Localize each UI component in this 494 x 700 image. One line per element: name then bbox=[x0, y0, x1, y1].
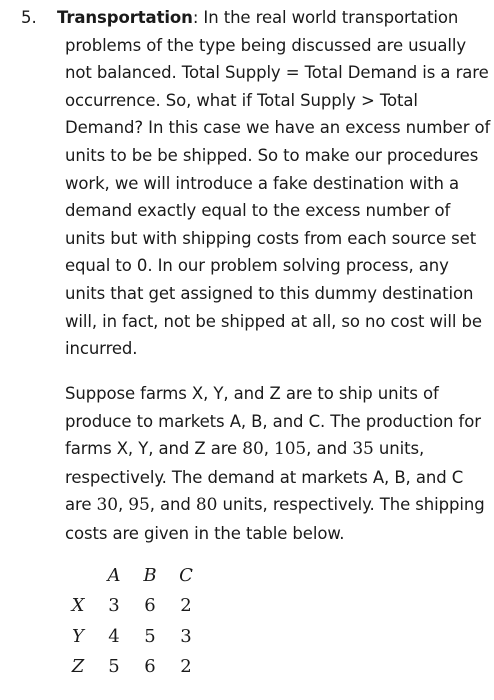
production-x: 80 bbox=[242, 439, 264, 460]
table-header-row bbox=[60, 560, 204, 591]
paragraph-line: problems of the type being discussed are usually bbox=[65, 35, 467, 55]
cost-cell: 6 bbox=[144, 595, 156, 617]
row-header: X bbox=[71, 595, 85, 617]
column-header: A bbox=[107, 564, 121, 586]
paragraph-line: occurrence. So, what if Total Supply > Total bbox=[65, 90, 418, 110]
table-row bbox=[60, 621, 204, 652]
paragraph-line: demand exactly equal to the excess number of bbox=[65, 201, 451, 221]
paragraph-line: will, in fact, not be shipped at all, so no cost will be bbox=[65, 311, 482, 331]
paragraph-line bbox=[57, 4, 475, 32]
paragraph-line: incurred. bbox=[65, 339, 138, 359]
production-line bbox=[65, 435, 475, 464]
text-fragment: farms X, Y, and Z are bbox=[65, 439, 243, 459]
cost-cell: 3 bbox=[180, 625, 192, 647]
paragraph-line: not balanced. Total Supply = Total Demand is a rare bbox=[65, 63, 489, 83]
question-number: 5. bbox=[21, 8, 37, 27]
cost-cell: 5 bbox=[144, 625, 156, 647]
paragraph-line: produce to markets A, B, and C. The production for bbox=[65, 411, 481, 431]
cost-cell: 3 bbox=[108, 595, 120, 617]
text-fragment: , bbox=[117, 495, 129, 515]
intro-text: : In the real world transportation bbox=[192, 8, 459, 27]
paragraph-line: costs are given in the table below. bbox=[65, 523, 345, 543]
text-fragment: units, respectively. The shipping bbox=[217, 495, 485, 515]
demand-line bbox=[65, 491, 485, 520]
text-fragment: are bbox=[65, 495, 97, 515]
table-row bbox=[60, 652, 204, 683]
paragraph-line: units that get assigned to this dummy destination bbox=[65, 283, 474, 303]
production-y: 105 bbox=[274, 439, 307, 460]
text-fragment: , and bbox=[149, 495, 196, 515]
shipping-cost-table bbox=[60, 560, 204, 682]
column-header: C bbox=[179, 564, 193, 586]
text-fragment: , and bbox=[306, 439, 353, 459]
cost-cell: 2 bbox=[180, 656, 192, 678]
cost-cell: 5 bbox=[108, 656, 120, 678]
demand-a: 30 bbox=[96, 495, 118, 516]
problem-paragraph bbox=[57, 4, 491, 363]
demand-c: 80 bbox=[195, 495, 218, 516]
paragraph-line: respectively. The demand at markets A, B, and C bbox=[65, 467, 464, 487]
column-header: B bbox=[143, 564, 157, 586]
paragraph-line: units to be be shipped. So to make our procedures bbox=[65, 145, 479, 165]
paragraph-line: work, we will introduce a fake destination with a bbox=[65, 173, 460, 193]
paragraph-line: Suppose farms X, Y, and Z are to ship units of bbox=[65, 384, 439, 403]
cost-cell: 4 bbox=[108, 625, 120, 647]
cost-cell: 6 bbox=[144, 656, 156, 678]
paragraph-line: units but with shipping costs from each source set bbox=[65, 228, 477, 248]
production-z: 35 bbox=[352, 439, 374, 460]
cost-cell: 2 bbox=[180, 595, 192, 617]
row-header: Y bbox=[72, 625, 84, 647]
topic-term: Transportation bbox=[57, 8, 193, 27]
text-fragment: units, bbox=[373, 439, 425, 459]
farm-market-paragraph bbox=[65, 380, 485, 548]
paragraph-line: equal to 0. In our problem solving process, any bbox=[65, 256, 449, 276]
text-fragment: , bbox=[263, 439, 274, 459]
row-header: Z bbox=[71, 656, 85, 678]
paragraph-line: Demand? In this case we have an excess number of bbox=[65, 118, 491, 138]
table-row bbox=[60, 591, 204, 622]
demand-b: 95 bbox=[128, 495, 150, 516]
table-corner bbox=[60, 560, 96, 591]
